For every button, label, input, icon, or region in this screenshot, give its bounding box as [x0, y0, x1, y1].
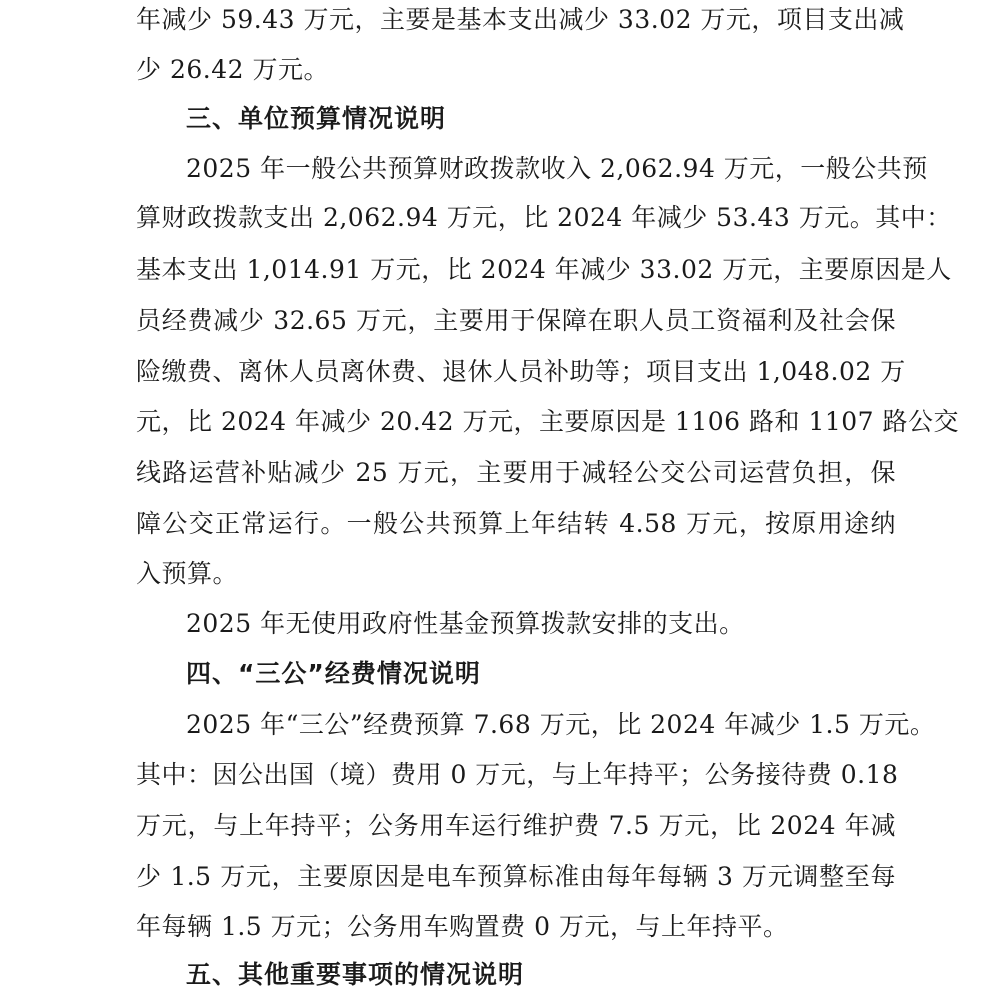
- paragraph-line: 2025 年一般公共预算财政拨款收入 2,062.94 万元，一般公共预: [186, 154, 928, 183]
- paragraph-line: 算财政拨款支出 2,062.94 万元，比 2024 年减少 53.43 万元。其中：: [136, 203, 952, 232]
- paragraph-line: 少 1.5 万元，主要原因是电车预算标准由每年每辆 3 万元调整至每: [136, 862, 896, 891]
- paragraph-line: 2025 年“三公”经费预算 7.68 万元，比 2024 年减少 1.5 万元。: [186, 710, 936, 739]
- paragraph-line: 员经费减少 32.65 万元，主要用于保障在职人员工资福利及社会保: [136, 306, 896, 335]
- paragraph-line: 2025 年无使用政府性基金预算拨款安排的支出。: [186, 609, 745, 638]
- paragraph-line: 基本支出 1,014.91 万元，比 2024 年减少 33.02 万元，主要原因是人: [136, 255, 952, 284]
- paragraph-line: 少 26.42 万元。: [136, 55, 329, 84]
- paragraph-line: 元，比 2024 年减少 20.42 万元，主要原因是 1106 路和 1107 路公交: [136, 407, 960, 436]
- paragraph-line: 障公交正常运行。一般公共预算上年结转 4.58 万元，按原用途纳: [136, 509, 896, 538]
- paragraph-line: 险缴费、离休人员离休费、退休人员补助等；项目支出 1,048.02 万: [136, 357, 906, 386]
- paragraph-line: 年每辆 1.5 万元；公务用车购置费 0 万元，与上年持平。: [136, 912, 789, 941]
- section-heading-5: 五、其他重要事项的情况说明: [186, 960, 525, 989]
- paragraph-line: 年减少 59.43 万元，主要是基本支出减少 33.02 万元，项目支出减: [136, 5, 905, 34]
- paragraph-line: 线路运营补贴减少 25 万元，主要用于减轻公交公司运营负担，保: [136, 458, 896, 487]
- paragraph-line: 入预算。: [136, 559, 239, 588]
- section-heading-4: 四、“三公”经费情况说明: [186, 659, 481, 688]
- section-heading-3: 三、单位预算情况说明: [186, 104, 447, 133]
- paragraph-line: 万元，与上年持平；公务用车运行维护费 7.5 万元，比 2024 年减: [136, 811, 896, 840]
- paragraph-line: 其中：因公出国（境）费用 0 万元，与上年持平；公务接待费 0.18: [136, 760, 899, 789]
